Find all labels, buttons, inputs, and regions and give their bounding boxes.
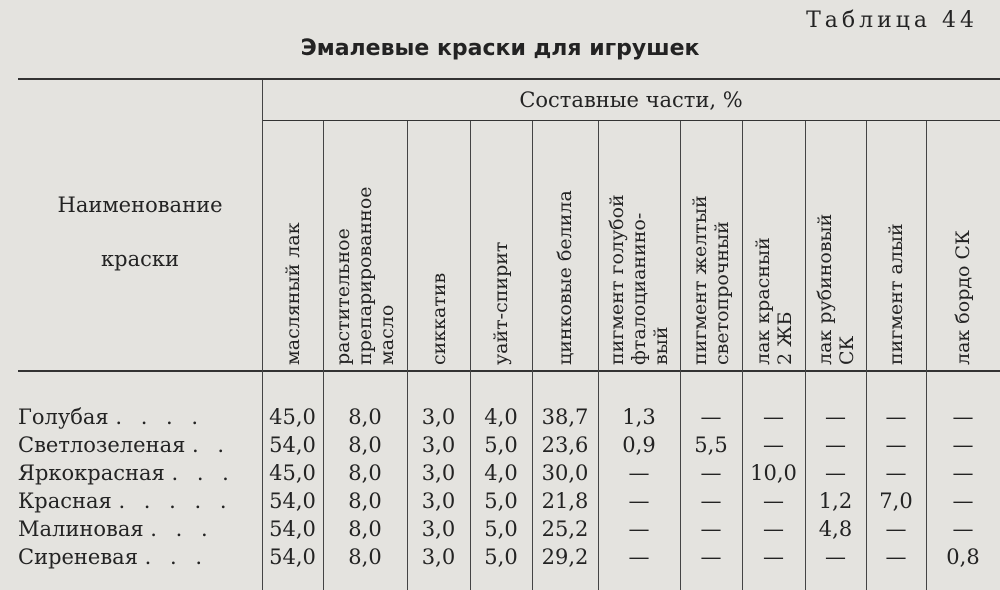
row-name: [18, 545, 262, 569]
row-name-text: Яркокрасная: [18, 461, 165, 485]
column-header: [262, 122, 323, 372]
table-cell: 54,0: [269, 489, 316, 513]
row-name-text: Сиреневая: [18, 545, 138, 569]
table-cell: 3,0: [421, 489, 456, 513]
table-cell: —: [952, 405, 974, 429]
table-cell: 3,0: [421, 461, 456, 485]
table-cell: 8,0: [348, 517, 382, 541]
column-header-label: масляный лак: [281, 222, 304, 365]
column-header: [926, 122, 1000, 372]
table-cell: —: [628, 489, 650, 513]
leader-dots: . . . . .: [118, 489, 233, 513]
column-header: [680, 122, 742, 372]
column-header-label: уайт-спирит: [490, 241, 512, 365]
table-cell: 0,8: [946, 545, 980, 569]
table-cell: 4,0: [484, 405, 518, 429]
table-cell: —: [763, 433, 784, 457]
table-cell: 25,2: [541, 517, 589, 541]
row-name: [18, 461, 262, 485]
column-header: [742, 122, 805, 372]
table-cell: 29,2: [541, 545, 589, 569]
row-name: [18, 405, 262, 429]
table-cell: 5,0: [484, 489, 518, 513]
row-name-text: Красная: [18, 489, 112, 513]
table-cell: —: [825, 461, 846, 485]
table-cell: 23,6: [541, 433, 589, 457]
row-name-text: Малиновая: [18, 517, 144, 541]
table-cell: 1,3: [622, 405, 656, 429]
leader-dots: . . .: [171, 461, 235, 485]
table-cell: 8,0: [348, 433, 382, 457]
table-cell: —: [885, 433, 907, 457]
table-cell: —: [763, 545, 784, 569]
table-cell: 3,0: [421, 405, 456, 429]
table-cell: —: [885, 517, 907, 541]
column-header-label: лак красный 2 ЖБ: [751, 237, 796, 365]
table-cell: —: [885, 461, 907, 485]
table-cell: 3,0: [421, 545, 456, 569]
table-cell: 45,0: [269, 461, 316, 485]
table-cell: 8,0: [348, 489, 382, 513]
column-header-label: растительное препарированное масло: [332, 186, 398, 365]
table-cell: 3,0: [421, 433, 456, 457]
table-cell: —: [628, 517, 650, 541]
column-header: [407, 122, 470, 372]
column-header: [470, 122, 532, 372]
column-header-label: сиккатив: [427, 272, 450, 365]
row-name: [18, 517, 262, 541]
table-cell: 10,0: [750, 461, 797, 485]
leader-dots: . .: [192, 433, 231, 457]
table-cell: 0,9: [622, 433, 656, 457]
table-cell: —: [700, 517, 722, 541]
table-cell: 8,0: [348, 405, 382, 429]
row-name: [18, 489, 262, 513]
table-cell: 38,7: [541, 405, 589, 429]
row-name-text: Светлозеленая: [18, 433, 186, 457]
name-header: Наименование краски: [57, 193, 223, 271]
table-cell: 3,0: [421, 517, 456, 541]
table-cell: 54,0: [269, 433, 316, 457]
table-cell: 54,0: [269, 545, 316, 569]
group-header-rule: [262, 120, 1000, 121]
table-cell: —: [763, 489, 784, 513]
leader-dots: . . .: [150, 517, 214, 541]
table-cell: —: [885, 405, 907, 429]
table-cell: —: [825, 405, 846, 429]
table-cell: 1,2: [818, 489, 853, 513]
table-cell: —: [952, 517, 974, 541]
table-cell: —: [952, 433, 974, 457]
column-header: [866, 122, 926, 372]
row-name-text: Голубая: [18, 405, 109, 429]
column-header-label: пигмент алый: [885, 223, 907, 365]
table-cell: 45,0: [269, 405, 316, 429]
row-name: [18, 433, 262, 457]
leader-dots: . . . .: [115, 405, 205, 429]
table-label: Таблица 44: [806, 8, 978, 33]
table-cell: —: [700, 405, 722, 429]
table-cell: —: [700, 489, 722, 513]
column-header-label: пигмент желтый светопрочный: [689, 195, 733, 365]
table-cell: 5,0: [484, 517, 518, 541]
table-cell: —: [763, 405, 784, 429]
table-cell: 30,0: [541, 461, 589, 485]
leader-dots: . . .: [144, 545, 209, 569]
table-cell: 8,0: [348, 461, 382, 485]
table-cell: 21,8: [541, 489, 589, 513]
column-header: [598, 122, 680, 372]
table-cell: 54,0: [269, 517, 316, 541]
column-header: [805, 122, 866, 372]
group-header: Составные части, %: [519, 88, 743, 112]
column-header: [532, 122, 598, 372]
column-header-label: лак бордо СК: [952, 230, 974, 365]
table-cell: —: [825, 433, 846, 457]
table-cell: 5,5: [694, 433, 728, 457]
column-header: [323, 122, 407, 372]
table-cell: 5,0: [484, 545, 518, 569]
table-cell: 4,8: [818, 517, 853, 541]
table-cell: —: [952, 489, 974, 513]
table-title: Эмалевые краски для игрушек: [300, 36, 700, 61]
column-header-label: лак рубиновый СК: [813, 213, 858, 365]
table-cell: 5,0: [484, 433, 518, 457]
column-header-label: цинковые белила: [554, 190, 576, 365]
table-cell: 8,0: [348, 545, 382, 569]
table-cell: 4,0: [484, 461, 518, 485]
table-cell: —: [763, 517, 784, 541]
table-cell: —: [952, 461, 974, 485]
table-cell: —: [825, 545, 846, 569]
table-cell: —: [628, 461, 650, 485]
table-cell: 7,0: [879, 489, 913, 513]
table-cell: —: [628, 545, 650, 569]
table-top-rule: [18, 78, 1000, 80]
column-header-label: пигмент голубой фталоцианино- вый: [606, 194, 672, 365]
table-cell: —: [885, 545, 907, 569]
table-cell: —: [700, 461, 722, 485]
table-cell: —: [700, 545, 722, 569]
